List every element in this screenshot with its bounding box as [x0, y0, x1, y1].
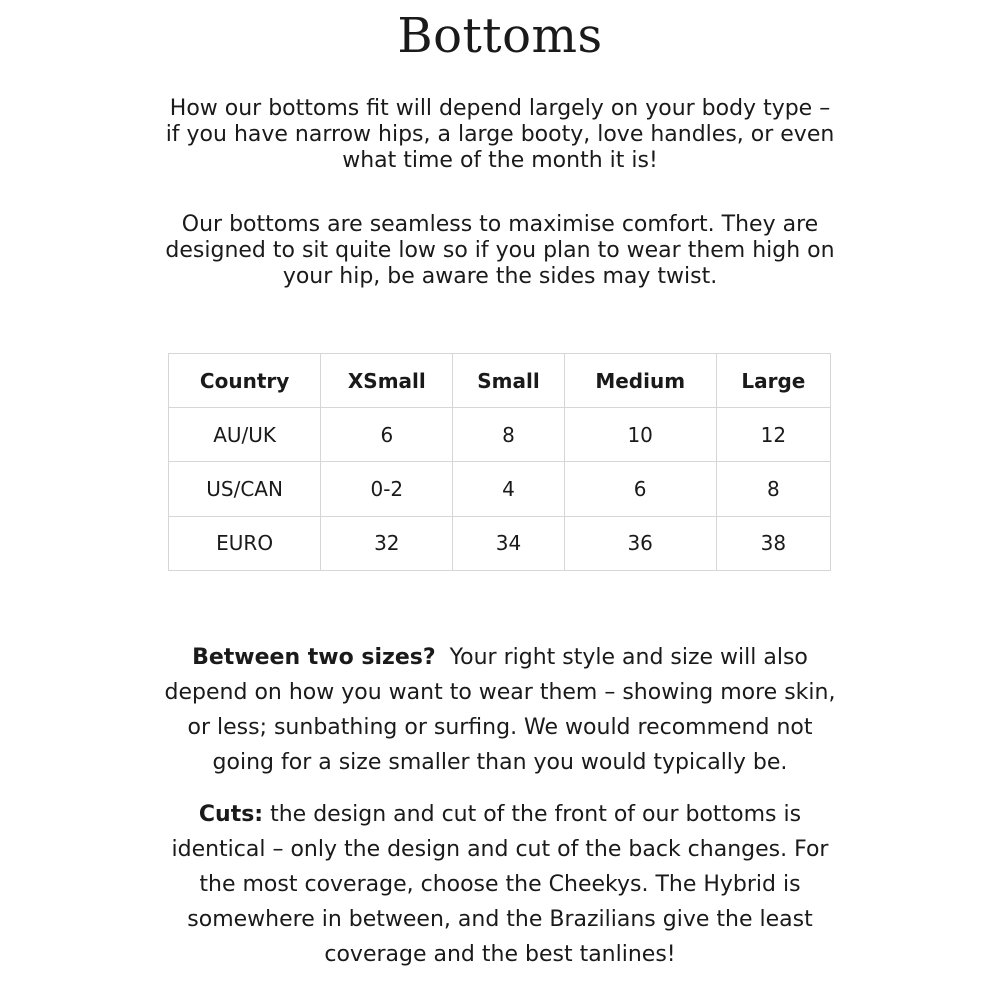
page-title: Bottoms [397, 8, 603, 64]
table-cell: 8 [716, 462, 830, 516]
header-country: Country [169, 354, 321, 408]
table-cell: 4 [453, 462, 564, 516]
cuts-heading: Cuts: [198, 802, 264, 827]
header-small: Small [453, 354, 564, 408]
intro-paragraph-fit: How our bottoms fit will depend largely on your body type – if you have narrow hips, a large booty, love handles, or even what time of the month it is! [165, 96, 835, 173]
table-cell: US/CAN [169, 462, 321, 516]
table-cell: 32 [321, 516, 453, 570]
table-row [169, 516, 831, 570]
table-row [169, 462, 831, 516]
table-cell: 6 [564, 462, 716, 516]
intro-paragraph-seamless: Our bottoms are seamless to maximise comfort. They are designed to sit quite low so if you plan to wear them high on your hip, be aware the sides may twist. [165, 212, 835, 289]
table-cell: 0-2 [321, 462, 453, 516]
cuts-paragraph [164, 797, 836, 972]
table-header-row [169, 354, 831, 408]
between-sizes-heading: Between two sizes? [192, 645, 436, 670]
table-cell: 38 [716, 516, 830, 570]
table-cell: 10 [564, 408, 716, 462]
size-chart-table [168, 353, 831, 571]
table-cell: 34 [453, 516, 564, 570]
table-row [169, 408, 831, 462]
header-medium: Medium [564, 354, 716, 408]
header-xsmall: XSmall [321, 354, 453, 408]
header-large: Large [716, 354, 830, 408]
table-cell: EURO [169, 516, 321, 570]
table-cell: AU/UK [169, 408, 321, 462]
cuts-text: the design and cut of the front of our bottoms is identical – only the design and cut of the back changes. For the most coverage, choose the Cheekys. The Hybrid is somewhere in between, and the Brazilians give the least coverage and the best tanlines! [171, 802, 829, 967]
table-cell: 6 [321, 408, 453, 462]
between-sizes-paragraph [164, 640, 836, 780]
between-sizes-text: Your right style and size will also depend on how you want to wear them – showing more skin, or less; sunbathing or surfing. We would recommend not going for a size smaller than you would typically be. [164, 645, 836, 775]
table-cell: 36 [564, 516, 716, 570]
table-cell: 12 [716, 408, 830, 462]
table-cell: 8 [453, 408, 564, 462]
